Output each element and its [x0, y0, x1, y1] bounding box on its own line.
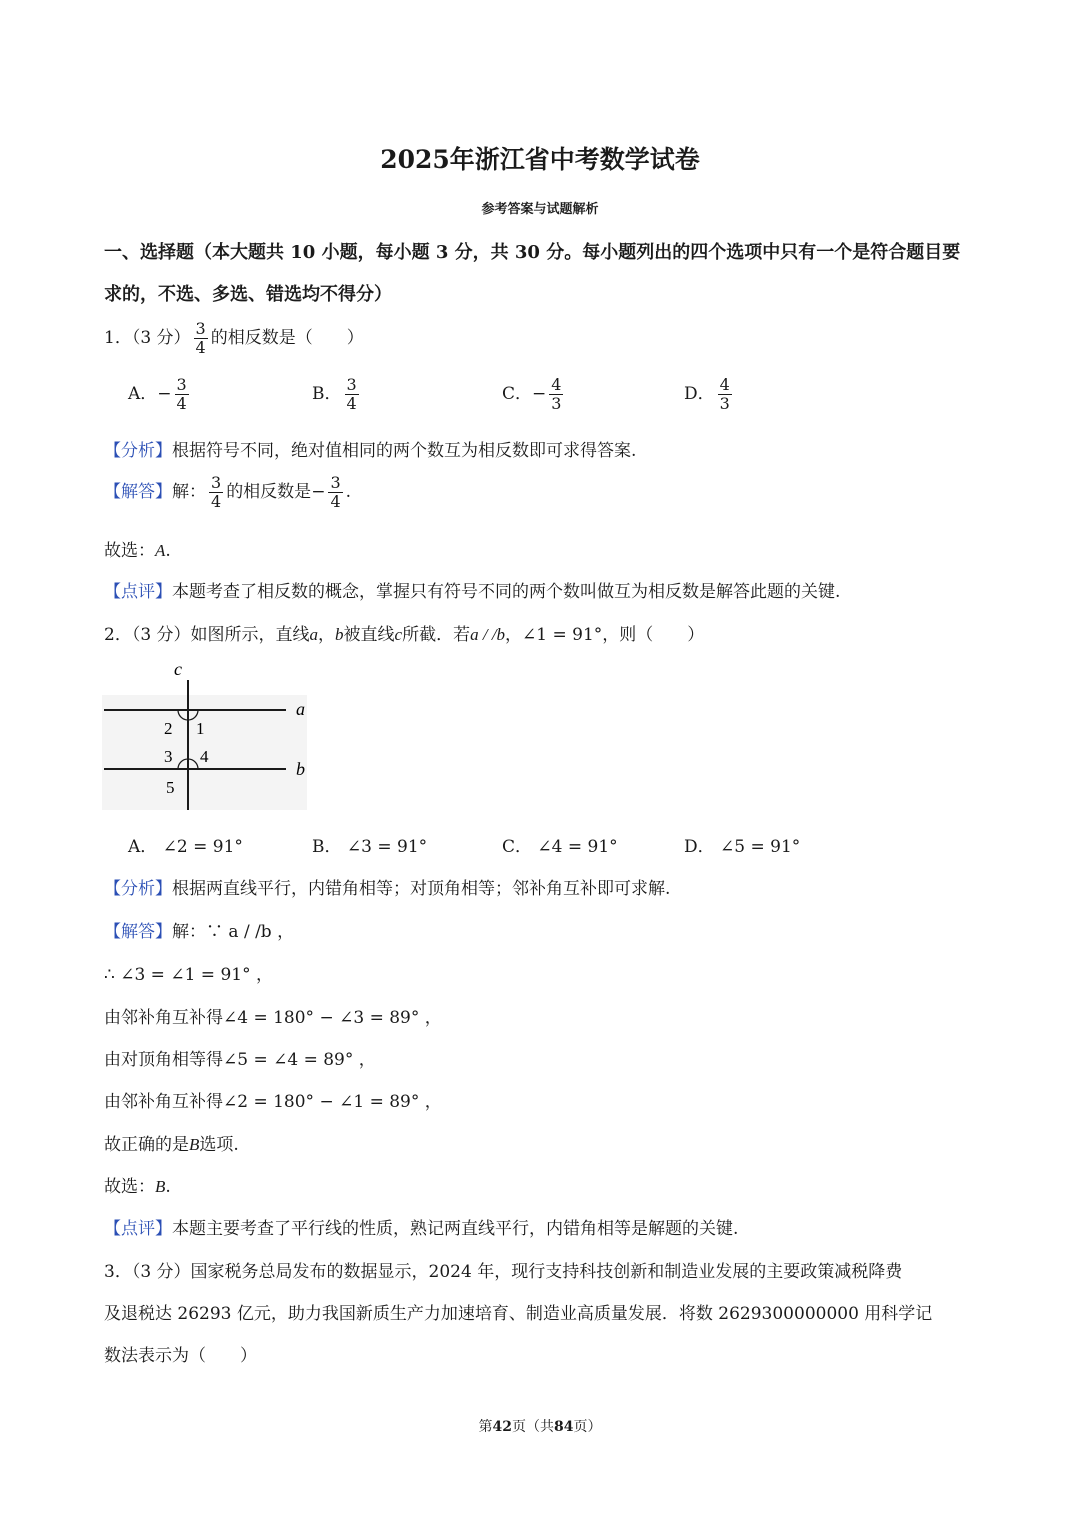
- option-fraction: [718, 376, 732, 413]
- option-den: 4: [176, 394, 187, 413]
- footer-total-pages: 84: [554, 1419, 574, 1435]
- answer-fraction-2: [328, 474, 342, 511]
- label-c: c: [174, 659, 182, 679]
- option-text: ∠3 = 91°: [346, 837, 428, 857]
- q2-stem-f: ，则（ ）: [602, 625, 705, 645]
- q2-step1: ∴ ∠3 = ∠1 = 91° ，: [104, 965, 273, 985]
- answer-mid: 的相反数是: [226, 482, 312, 502]
- q2-option-b: [312, 832, 427, 857]
- option-den: 3: [719, 394, 730, 413]
- q2-option-d: [684, 832, 800, 857]
- section-heading-line2: 求的，不选、多选、错选均不得分）: [104, 284, 392, 305]
- option-den: 4: [346, 394, 357, 413]
- option-label: A．: [128, 837, 158, 857]
- q1-option-d: [684, 376, 735, 413]
- answer-tag: 【解答】: [104, 922, 172, 942]
- q2-var-c: c: [394, 625, 403, 644]
- step-end: 选项.: [199, 1135, 239, 1155]
- q2-stem-e: ，: [505, 625, 523, 645]
- label-angle-5: 5: [166, 778, 175, 797]
- answer-frac2-num: 3: [330, 473, 341, 492]
- q1-comment: [104, 577, 840, 602]
- choice-letter: A: [155, 541, 166, 560]
- answer-sign: −: [311, 482, 326, 502]
- answer-frac-num: 3: [211, 473, 222, 492]
- q2-var-b: b: [335, 625, 344, 644]
- step-formula: ∠5 = ∠4 = 89° ，: [223, 1050, 376, 1070]
- step-pre: 由邻补角互补得: [104, 1008, 223, 1028]
- analysis-text: 根据符号不同，绝对值相同的两个数互为相反数即可求得答案.: [172, 441, 637, 461]
- q1-option-c: [502, 376, 566, 413]
- option-den: 3: [551, 394, 562, 413]
- step-pre: 故正确的是: [104, 1135, 189, 1155]
- q1-choice: [104, 536, 171, 561]
- analysis-text: 根据两直线平行，内错角相等；对顶角相等；邻补角互补即可求解.: [172, 879, 671, 899]
- document-title: 2025年浙江省中考数学试卷: [380, 145, 700, 174]
- q1-frac-num: 3: [195, 319, 206, 338]
- q2-choice: [104, 1172, 171, 1197]
- q1-prefix: 1．（3 分）: [104, 328, 191, 348]
- q3-line3: 数法表示为（ ）: [104, 1346, 257, 1366]
- answer-pre: 解：: [172, 482, 206, 502]
- label-angle-4: 4: [200, 747, 209, 766]
- option-num: 3: [346, 375, 357, 394]
- q3-line2: 及退税达 26293 亿元，助力我国新质生产力加速培育、制造业高质量发展．将数 2629300000000 用科学记: [104, 1304, 933, 1324]
- comment-text: 本题考查了相反数的概念，掌握只有符号不同的两个数叫做互为相反数是解答此题的关键.: [172, 582, 841, 602]
- parallel-lines-figure: [100, 655, 320, 815]
- comment-text: 本题主要考查了平行线的性质，熟记两直线平行，内错角相等是解题的关键.: [172, 1219, 739, 1239]
- page-footer: [0, 1416, 1080, 1436]
- q1-suffix: 的相反数是（ ）: [210, 328, 364, 348]
- q2-step4: [104, 1087, 442, 1112]
- label-angle-3: 3: [164, 747, 173, 766]
- choice-pre: 故选：: [104, 541, 155, 561]
- q1-answer: [104, 474, 351, 511]
- footer-mid: 页（共: [512, 1419, 554, 1435]
- step-formula: ∠4 = 180° − ∠3 = 89° ，: [223, 1008, 442, 1028]
- comment-tag: 【点评】: [104, 582, 172, 602]
- q2-angle-cond: ∠1 = 91°: [522, 625, 603, 645]
- q2-analysis: [104, 874, 670, 899]
- q2-stem-a: 2．（3 分）如图所示，直线: [104, 625, 310, 645]
- answer-tag: 【解答】: [104, 482, 172, 502]
- option-num: 3: [176, 375, 187, 394]
- label-a: a: [296, 699, 305, 719]
- q2-option-a: [128, 832, 243, 857]
- footer-page-number: 42: [492, 1419, 512, 1435]
- answer-fraction: [209, 474, 223, 511]
- q2-answer: [104, 917, 294, 942]
- q1-stem: [104, 320, 364, 357]
- option-label: C．: [502, 837, 533, 857]
- answer-end: .: [345, 482, 352, 502]
- choice-pre: 故选：: [104, 1177, 155, 1197]
- choice-letter: B: [155, 1177, 166, 1196]
- section-heading-line1: 一、选择题（本大题共 10 小题，每小题 3 分，共 30 分。每小题列出的四个选项中只有一个是符合题目要: [104, 242, 961, 263]
- option-label: B．: [312, 837, 342, 857]
- q1-frac-den: 4: [195, 338, 206, 357]
- q2-comment: [104, 1214, 738, 1239]
- footer-pre: 第: [478, 1419, 493, 1435]
- option-label: C．: [502, 384, 533, 404]
- option-sign: −: [157, 384, 172, 404]
- step-pre: 由对顶角相等得: [104, 1050, 223, 1070]
- label-angle-1: 1: [196, 719, 205, 738]
- q2-cond: a / /b: [470, 625, 506, 644]
- footer-post: 页）: [573, 1419, 602, 1435]
- q2-stem: [104, 620, 704, 645]
- analysis-tag: 【分析】: [104, 879, 172, 899]
- label-b: b: [296, 759, 305, 779]
- analysis-tag: 【分析】: [104, 441, 172, 461]
- q1-analysis: [104, 436, 636, 461]
- label-angle-2: 2: [164, 719, 173, 738]
- option-text: ∠4 = 91°: [537, 837, 618, 857]
- q2-stem-b: ，: [318, 625, 336, 645]
- comment-tag: 【点评】: [104, 1219, 172, 1239]
- answer-pre: 解：: [172, 922, 206, 942]
- q2-option-c: [502, 832, 618, 857]
- step-formula: ∠2 = 180° − ∠1 = 89° ，: [223, 1092, 442, 1112]
- option-text: ∠5 = 91°: [720, 837, 801, 857]
- option-num: 4: [551, 375, 562, 394]
- option-fraction: [345, 376, 359, 413]
- option-label: B．: [312, 384, 342, 404]
- option-label: D．: [684, 837, 715, 857]
- choice-end: .: [165, 1177, 171, 1197]
- option-num: 4: [719, 375, 730, 394]
- q2-stem-c: 被直线: [343, 625, 395, 645]
- option-label: D．: [684, 384, 715, 404]
- option-sign: −: [532, 384, 547, 404]
- option-text: ∠2 = 91°: [162, 837, 243, 857]
- answer-frac-den: 4: [211, 492, 222, 511]
- q1-option-a: [128, 376, 192, 413]
- q1-option-b: [312, 376, 362, 413]
- q2-var-a: a: [309, 625, 319, 644]
- q1-fraction: [194, 320, 208, 357]
- q2-step3: [104, 1045, 376, 1070]
- q2-step5: [104, 1130, 239, 1155]
- q3-line1: 3．（3 分）国家税务总局发布的数据显示，2024 年，现行支持科技创新和制造业发展的主要政策减税降费: [104, 1262, 903, 1282]
- answer-line1: ∵ a / /b ，: [206, 922, 295, 942]
- option-fraction: [549, 376, 563, 413]
- document-subtitle: 参考答案与试题解析: [481, 202, 599, 217]
- choice-end: .: [165, 541, 171, 561]
- step-pre: 由邻补角互补得: [104, 1092, 223, 1112]
- q2-step2: [104, 1003, 442, 1028]
- step-var: B: [189, 1135, 200, 1154]
- answer-frac2-den: 4: [330, 492, 341, 511]
- option-fraction: [175, 376, 189, 413]
- option-label: A．: [128, 384, 158, 404]
- q2-stem-d: 所截．若: [402, 625, 471, 645]
